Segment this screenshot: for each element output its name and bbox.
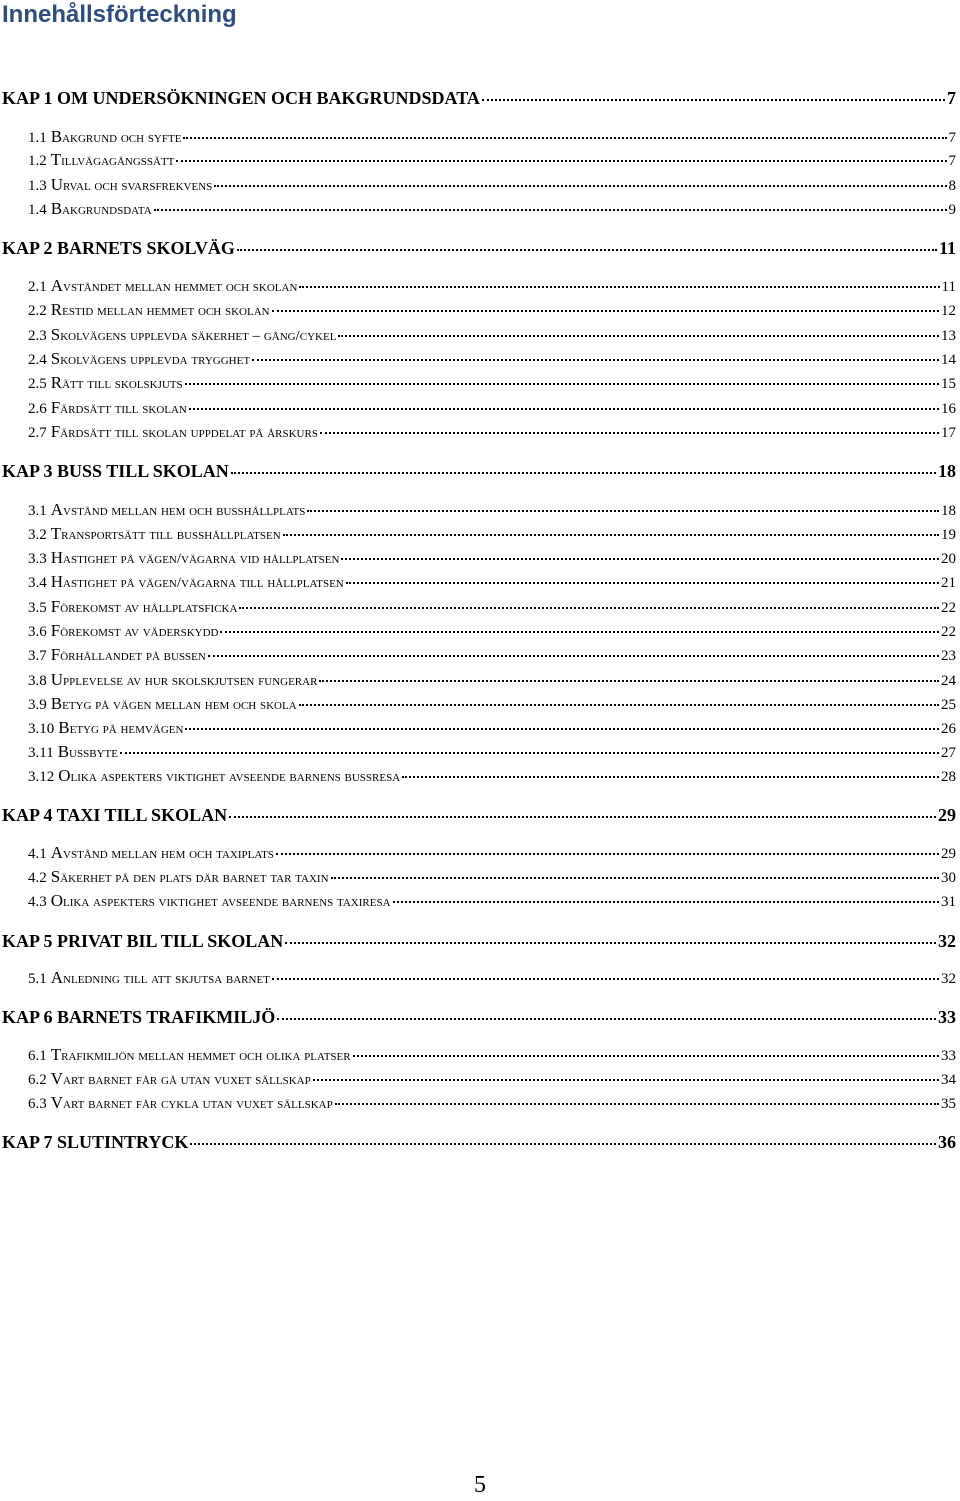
toc-section-initial: F [50, 398, 61, 417]
toc-section-number: 3.3 [28, 551, 47, 567]
toc-section-number: 2.5 [28, 376, 47, 392]
toc-page-number: 20 [941, 551, 956, 567]
toc-entry-label [2, 237, 235, 259]
toc-section-initial: U [50, 670, 64, 689]
toc-section-title: ransportsätt till busshållplatsen [61, 527, 281, 543]
toc-section-title: estid mellan hemmet och skolan [62, 303, 270, 319]
toc-entry-label [2, 1006, 275, 1028]
toc-section-title: örekomst av hållplatsficka [60, 600, 238, 616]
toc-section-initial: S [50, 349, 61, 368]
toc-section-entry[interactable] [0, 373, 960, 393]
toc-section-title: ärdsätt till skolan uppdelat på årskurs [60, 425, 318, 441]
toc-section-title: rval och svarsfrekvens [63, 178, 213, 194]
toc-section-number: 1.2 [28, 153, 47, 169]
dot-leader [237, 249, 937, 251]
toc-chapter-entry[interactable] [0, 87, 960, 109]
toc-entry-label [28, 968, 270, 989]
toc-section-number: 3.7 [28, 648, 47, 664]
toc-page-number: 36 [938, 1132, 956, 1152]
toc-section-initial: S [50, 325, 61, 344]
toc-entry-label [28, 645, 206, 666]
toc-entry-label [28, 548, 339, 569]
toc-chapter-entry[interactable] [0, 1131, 960, 1153]
toc-section-initial: U [50, 175, 64, 194]
toc-page-number: 22 [941, 624, 956, 640]
toc-section-entry[interactable] [0, 199, 960, 219]
toc-section-number: 6.2 [28, 1072, 47, 1088]
toc-section-number: 5.1 [28, 971, 47, 987]
toc-section-initial: B [57, 742, 70, 761]
dot-leader [272, 978, 939, 980]
toc-section-title: art barnet får cykla utan vuxet sällskap [63, 1096, 333, 1112]
toc-entry-label [28, 276, 297, 297]
toc-section-initial: O [58, 766, 71, 785]
toc-entry-label [28, 742, 118, 763]
toc-section-title: pplevelse av hur skolskjutsen fungerar [63, 673, 318, 689]
toc-section-initial: A [50, 968, 64, 987]
toc-section-title: astighet på vägen/vägarna vid hållplatsen [63, 551, 340, 567]
toc-entry-label [2, 930, 283, 952]
toc-section-initial: H [50, 548, 64, 567]
toc-section-initial: A [50, 843, 64, 862]
toc-section-entry[interactable] [0, 175, 960, 195]
dot-leader [320, 432, 939, 434]
toc-section-entry[interactable] [0, 325, 960, 345]
toc-entry-label [28, 670, 317, 691]
toc-section-number: 6.3 [28, 1096, 47, 1112]
dot-leader [338, 335, 939, 337]
toc-page-number: 16 [941, 401, 956, 417]
dot-leader [307, 510, 939, 512]
toc-page-number: 29 [941, 846, 956, 862]
toc-entry-label [2, 1131, 188, 1153]
dot-leader [120, 752, 939, 754]
toc-section-title: art barnet får gå utan vuxet sällskap [63, 1072, 311, 1088]
dot-leader [313, 1079, 939, 1081]
toc-section-number: 2.6 [28, 401, 47, 417]
toc-section-initial: O [50, 891, 64, 910]
toc-section-title: astighet på vägen/vägarna till hållplatsen [63, 575, 344, 591]
toc-entry-label [28, 694, 297, 715]
toc-section-title: vstånd mellan hem och taxiplats [63, 846, 274, 862]
toc-section-initial: R [50, 373, 63, 392]
toc-page-number: 21 [941, 575, 956, 591]
toc-section-number: 3.2 [28, 527, 47, 543]
toc-section-initial: V [50, 1093, 64, 1112]
page-number: 5 [474, 1472, 486, 1498]
toc-entry-label [28, 1069, 311, 1090]
toc-entry-label [28, 1045, 351, 1066]
toc-section-number: 2.1 [28, 279, 47, 295]
toc-section-entry[interactable] [0, 742, 960, 762]
toc-entry-label [28, 766, 400, 787]
toc-section-entry[interactable] [0, 500, 960, 520]
toc-section-number: 1.1 [28, 130, 47, 146]
toc-section-entry[interactable] [0, 718, 960, 738]
toc-section-entry[interactable] [0, 891, 960, 911]
toc-entry-label [28, 1093, 333, 1114]
toc-entry-label [28, 891, 391, 912]
dot-leader [276, 853, 939, 855]
toc-section-entry[interactable] [0, 276, 960, 296]
toc-section-number: 2.3 [28, 328, 47, 344]
toc-entry-label [2, 460, 229, 482]
toc-section-number: 1.3 [28, 178, 47, 194]
toc-section-initial: A [50, 276, 64, 295]
dot-leader [285, 942, 936, 944]
dot-leader [482, 99, 945, 101]
toc-section-number: 3.9 [28, 697, 47, 713]
toc-section-entry[interactable] [0, 621, 960, 641]
toc-section-initial: F [50, 645, 61, 664]
dot-leader [299, 286, 939, 288]
toc-section-number: 4.1 [28, 846, 47, 862]
toc-section-entry[interactable] [0, 597, 960, 617]
toc-section-initial: B [58, 718, 70, 737]
toc-page-number: 13 [941, 328, 956, 344]
toc-page-number: 27 [941, 745, 956, 761]
toc-section-title: akgrundsdata [62, 202, 152, 218]
toc-entry-label [28, 718, 183, 739]
toc-section-initial: F [50, 597, 61, 616]
toc-section-title: lika aspekters viktighet avseende barnens taxiresa [63, 894, 391, 910]
toc-page-number: 14 [941, 352, 956, 368]
dot-leader [229, 816, 936, 818]
toc-chapter-title: KAP 1 OM UNDERSÖKNINGEN OCH BAKGRUNDSDATA [2, 88, 480, 108]
toc-chapter-title: KAP 7 SLUTINTRYCK [2, 1132, 189, 1152]
toc-chapter-title: KAP 4 TAXI TILL SKOLAN [2, 805, 228, 825]
toc-section-entry[interactable] [0, 766, 960, 786]
toc-entry-label [2, 87, 480, 109]
dot-leader [272, 310, 939, 312]
toc-chapter-entry[interactable] [0, 804, 960, 826]
toc-section-initial: T [50, 150, 62, 169]
toc-page-number: 11 [938, 238, 956, 258]
toc-section-title: ussbyte [69, 745, 118, 761]
dot-leader [183, 137, 946, 139]
toc-section-number: 1.4 [28, 202, 47, 218]
toc-entry-label [28, 325, 336, 346]
toc-page-number: 23 [941, 648, 956, 664]
dot-leader [154, 209, 947, 211]
toc-section-initial: F [50, 422, 61, 441]
toc-page-number: 17 [941, 425, 956, 441]
toc-chapter-title: KAP 6 BARNETS TRAFIKMILJÖ [2, 1007, 276, 1027]
dot-leader [299, 704, 939, 706]
toc-section-number: 3.1 [28, 503, 47, 519]
toc-section-title: vstånd mellan hem och busshållplats [63, 503, 306, 519]
toc-section-number: 3.5 [28, 600, 47, 616]
toc-page-number: 18 [938, 461, 956, 481]
toc-section-title: illvägagångssätt [61, 153, 175, 169]
toc-page-number: 32 [941, 971, 956, 987]
toc-section-number: 3.11 [28, 745, 54, 761]
toc-section-entry[interactable] [0, 1045, 960, 1065]
toc-section-title: nledning till att skjutsa barnet [63, 971, 270, 987]
toc-page-number: 11 [941, 279, 956, 295]
toc-page-number: 7 [948, 153, 956, 169]
toc-section-initial: S [50, 867, 61, 886]
toc-section-number: 3.10 [28, 721, 55, 737]
toc-page-number: 28 [941, 769, 956, 785]
toc-section-number: 3.8 [28, 673, 47, 689]
toc-page-number: 25 [941, 697, 956, 713]
toc-entry-label [28, 597, 237, 618]
dot-leader [220, 631, 939, 633]
toc-page-number: 9 [948, 202, 956, 218]
toc-section-initial: F [50, 621, 61, 640]
toc-section-entry[interactable] [0, 150, 960, 170]
toc-section-title: etyg på hemvägen [69, 721, 184, 737]
toc-section-title: äkerhet på den plats där barnet tar taxin [60, 870, 329, 886]
dot-leader [393, 901, 939, 903]
toc-section-number: 2.7 [28, 425, 47, 441]
toc-section-entry[interactable] [0, 694, 960, 714]
toc-section-title: örekomst av väderskydd [60, 624, 219, 640]
toc-section-title: kolvägens upplevda säkerhet – gång/cykel [60, 328, 337, 344]
toc-section-number: 4.2 [28, 870, 47, 886]
toc-page-number: 7 [947, 88, 956, 108]
toc-page-number: 26 [941, 721, 956, 737]
toc-entry-label [28, 422, 318, 443]
toc-chapter-title: KAP 5 PRIVAT BIL TILL SKOLAN [2, 931, 284, 951]
toc-entry-label [28, 500, 305, 521]
toc-section-entry[interactable] [0, 1069, 960, 1089]
toc-section-title: rafikmiljön mellan hemmet och olika platser [61, 1048, 351, 1064]
toc-section-number: 3.6 [28, 624, 47, 640]
dot-leader [214, 185, 946, 187]
toc-section-entry[interactable] [0, 422, 960, 442]
toc-entry-label [28, 867, 329, 888]
dot-leader [252, 359, 939, 361]
toc-section-entry[interactable] [0, 127, 960, 147]
dot-leader [341, 558, 939, 560]
toc-section-entry[interactable] [0, 572, 960, 592]
toc-section-initial: R [50, 300, 63, 319]
toc-section-number: 2.4 [28, 352, 47, 368]
dot-leader [283, 534, 939, 536]
toc-chapter-entry[interactable] [0, 237, 960, 259]
toc-section-initial: T [50, 524, 62, 543]
toc-entry-label [28, 524, 281, 545]
toc-section-title: vståndet mellan hemmet och skolan [63, 279, 298, 295]
dot-leader [190, 1143, 936, 1145]
toc-section-title: örhållandet på bussen [60, 648, 206, 664]
toc-section-title: kolvägens upplevda trygghet [60, 352, 251, 368]
toc-page-number: 8 [948, 178, 956, 194]
toc-page-number: 31 [941, 894, 956, 910]
toc-entry-label [28, 621, 218, 642]
toc-page-number: 30 [941, 870, 956, 886]
toc-section-number: 6.1 [28, 1048, 47, 1064]
toc-entry-label [28, 572, 344, 593]
dot-leader [346, 582, 939, 584]
toc-section-title: akgrund och syfte [62, 130, 182, 146]
toc-chapter-entry[interactable] [0, 930, 960, 952]
toc-page-number: 32 [938, 931, 956, 951]
toc-chapter-entry[interactable] [0, 460, 960, 482]
toc-section-entry[interactable] [0, 1093, 960, 1113]
toc-entry-label [28, 199, 152, 220]
toc-page-number: 33 [941, 1048, 956, 1064]
toc-section-title: etyg på vägen mellan hem och skola [62, 697, 297, 713]
toc-section-entry[interactable] [0, 548, 960, 568]
toc-section-entry[interactable] [0, 398, 960, 418]
dot-leader [208, 655, 939, 657]
toc-section-number: 2.2 [28, 303, 47, 319]
toc-page-number: 24 [941, 673, 956, 689]
toc-section-number: 3.4 [28, 575, 47, 591]
toc-page-number: 34 [941, 1072, 956, 1088]
dot-leader [319, 680, 939, 682]
dot-leader [185, 383, 939, 385]
toc-page-number: 15 [941, 376, 956, 392]
dot-leader [277, 1018, 936, 1020]
document-title: Innehållsförteckning [2, 1, 237, 28]
toc-section-entry[interactable] [0, 968, 960, 988]
toc-chapter-title: KAP 3 BUSS TILL SKOLAN [2, 461, 229, 481]
toc-section-entry[interactable] [0, 867, 960, 887]
toc-page-number: 18 [941, 503, 956, 519]
toc-section-title: ärdsätt till skolan [60, 401, 187, 417]
toc-section-title: lika aspekters viktighet avseende barnens bussresa [70, 769, 401, 785]
toc-entry-label [28, 300, 270, 321]
dot-leader [402, 776, 939, 778]
toc-page-number: 19 [941, 527, 956, 543]
toc-section-title: ätt till skolskjuts [62, 376, 183, 392]
dot-leader [353, 1055, 939, 1057]
toc-section-entry[interactable] [0, 645, 960, 665]
toc-section-number: 3.12 [28, 769, 55, 785]
toc-entry-label [28, 373, 183, 394]
toc-section-initial: B [50, 199, 63, 218]
toc-entry-label [28, 175, 212, 196]
toc-section-entry[interactable] [0, 843, 960, 863]
toc-entry-label [28, 349, 250, 370]
toc-entry-label [28, 127, 181, 148]
toc-section-initial: T [50, 1045, 62, 1064]
toc-entry-label [28, 398, 187, 419]
toc-page-number: 33 [938, 1007, 956, 1027]
dot-leader [176, 160, 946, 162]
toc-chapter-entry[interactable] [0, 1006, 960, 1028]
toc-page-number: 7 [948, 130, 956, 146]
toc-section-entry[interactable] [0, 670, 960, 690]
toc-chapter-title: KAP 2 BARNETS SKOLVÄG [2, 238, 235, 258]
toc-section-entry[interactable] [0, 349, 960, 369]
toc-section-initial: B [50, 694, 63, 713]
toc-entry-label [2, 804, 227, 826]
toc-section-initial: H [50, 572, 64, 591]
toc-section-entry[interactable] [0, 300, 960, 320]
dot-leader [335, 1103, 939, 1105]
toc-entry-label [28, 843, 274, 864]
toc-section-initial: V [50, 1069, 64, 1088]
toc-page-number: 29 [938, 805, 956, 825]
dot-leader [331, 877, 939, 879]
dot-leader [231, 472, 936, 474]
dot-leader [185, 728, 939, 730]
toc-section-number: 4.3 [28, 894, 47, 910]
toc-section-entry[interactable] [0, 524, 960, 544]
dot-leader [239, 607, 939, 609]
toc-page-number: 12 [941, 303, 956, 319]
toc-page-number: 35 [941, 1096, 956, 1112]
toc-entry-label [28, 150, 174, 171]
toc-page-number: 22 [941, 600, 956, 616]
dot-leader [189, 408, 939, 410]
toc-section-initial: B [50, 127, 63, 146]
toc-section-initial: A [50, 500, 64, 519]
